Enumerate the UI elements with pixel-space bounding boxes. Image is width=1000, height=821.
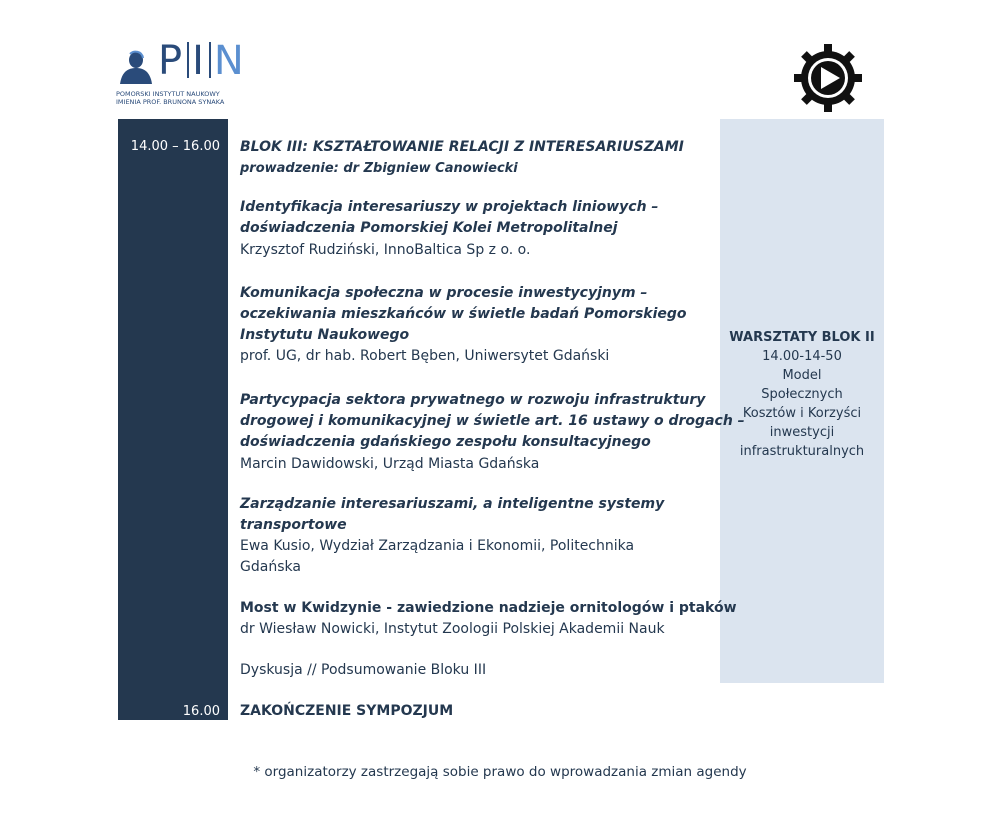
talk-speaker: Ewa Kusio, Wydział Zarządzania i Ekonomii, Politechnika: [240, 538, 635, 554]
talk-title: Instytutu Naukowego: [240, 327, 410, 343]
pin-subtitle: [116, 90, 224, 106]
talk-title: Most w Kwidzynie - zawiedzione nadzieje ornitologów i ptaków: [240, 600, 737, 616]
workshop-title: WARSZTATY BLOK II: [729, 330, 875, 345]
pin-divider: [187, 42, 189, 78]
footer-note: * organizatorzy zastrzegają sobie prawo do wprowadzania zmian agendy: [253, 764, 747, 780]
talk-speaker: prof. UG, dr hab. Robert Bęben, Uniwersytet Gdański: [240, 348, 610, 364]
talk-title: doświadczenia Pomorskiej Kolei Metropolitalnej: [240, 220, 618, 236]
pin-letter-n: N: [213, 38, 246, 84]
pin-subtitle-line: POMORSKI INSTYTUT NAUKOWY: [116, 90, 220, 98]
talk-title: Zarządzanie interesariuszami, a inteligentne systemy: [240, 496, 665, 512]
talk-speaker: Gdańska: [240, 559, 301, 575]
talk-title: transportowe: [240, 517, 347, 533]
pin-subtitle-line: IMIENIA PROF. BRUNONA SYNAKA: [116, 98, 225, 106]
pin-divider: [209, 42, 211, 78]
workshop-line: Kosztów i Korzyści: [742, 406, 862, 421]
portrait-icon: [116, 48, 154, 84]
block-title: BLOK III: KSZTAŁTOWANIE RELACJI Z INTERESARIUSZAMI: [240, 139, 684, 155]
workshop-line: 14.00-14-50: [762, 349, 842, 364]
workshop-content: [720, 328, 884, 461]
talk-title: Komunikacja społeczna w procesie inwestycyjnym –: [240, 285, 648, 301]
talk-title: doświadczenia gdańskiego zespołu konsultacyjnego: [240, 434, 651, 450]
talk-title: drogowej i komunikacyjnej w świetle art. 16 ustawy o drogach –: [240, 413, 745, 429]
workshop-line: Społecznych: [761, 387, 843, 402]
talk-title: Identyfikacja interesariuszy w projektach liniowych –: [240, 199, 659, 215]
time-column: [118, 119, 228, 720]
talk-speaker: Krzysztof Rudziński, InnoBaltica Sp z o. o.: [240, 242, 531, 258]
time-end: 16.00: [182, 704, 220, 719]
workshop-line: Model: [782, 368, 822, 383]
pin-letter-p: P: [158, 38, 185, 84]
discussion: Dyskusja // Podsumowanie Bloku III: [240, 662, 487, 678]
moderator: prowadzenie: dr Zbigniew Canowiecki: [240, 161, 518, 176]
talk-title: oczekiwania mieszkańców w świetle badań Pomorskiego: [240, 306, 687, 322]
workshop-line: infrastrukturalnych: [739, 444, 865, 459]
talk-title: Partycypacja sektora prywatnego w rozwoju infrastruktury: [240, 392, 706, 408]
pin-letter-i: I: [192, 38, 206, 84]
time-start: 14.00 – 16.00: [130, 139, 220, 154]
pin-logo: [116, 38, 256, 114]
closing: ZAKOŃCZENIE SYMPOZJUM: [240, 703, 454, 719]
talk-speaker: Marcin Dawidowski, Urząd Miasta Gdańska: [240, 456, 540, 472]
workshop-box: [720, 119, 884, 683]
gear-play-logo-icon: [790, 42, 866, 112]
workshop-line: inwestycji: [769, 425, 835, 440]
talk-speaker: dr Wiesław Nowicki, Instytut Zoologii Polskiej Akademii Nauk: [240, 621, 665, 637]
pin-wordmark: [158, 38, 246, 84]
